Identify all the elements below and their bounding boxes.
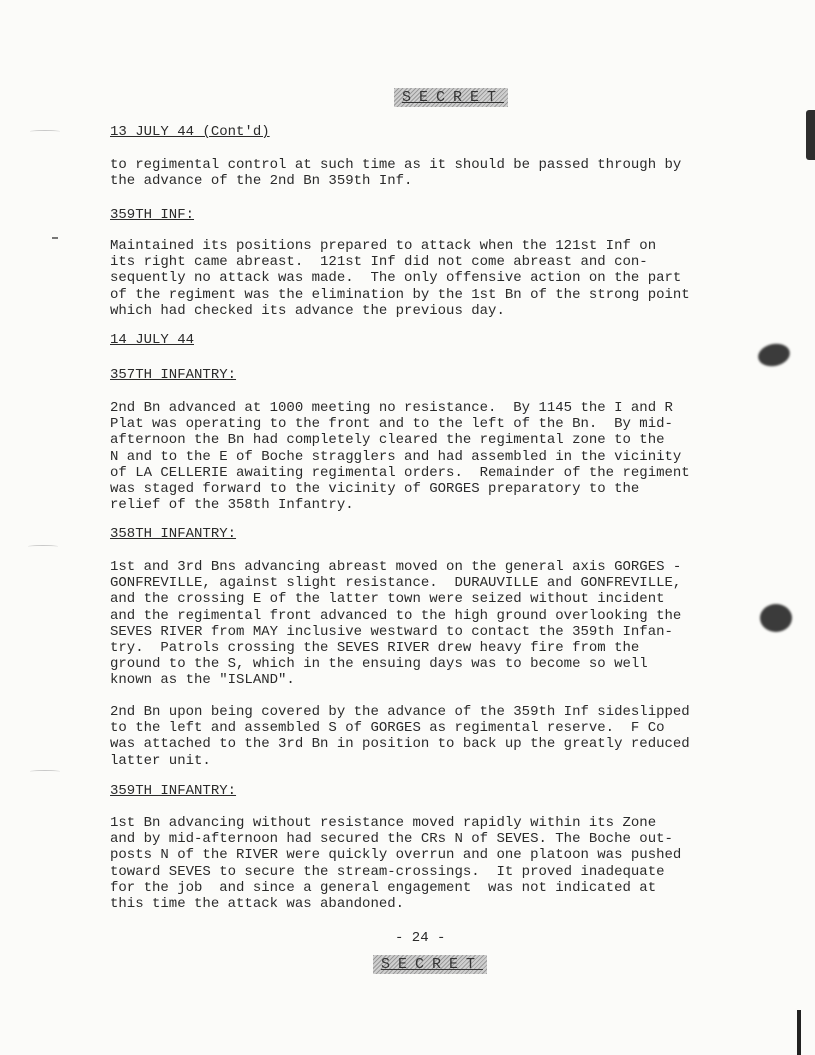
punch-hole-shadow [30,130,60,133]
section-paragraph-358th-infantry: 1st and 3rd Bns advancing abreast moved on the general axis GORGES - GONFREVILLE, against slight resistance. DURAUVILLE and GONFREVILLE, and the crossing E of the latter town were seized without incident and the regimental front advanced to the high ground overlooking the SEVES RIVER from MAY inclusive westward to contact the 359th Infan- try. Patrols crossing the SEVES RIVER drew heavy fire from the ground to the S, which in the ensuing days was to become so well known as the "ISLAND". [110,559,682,689]
punch-hole-shadow [30,770,60,773]
section-paragraph-359th-infantry: 1st Bn advancing without resistance moved rapidly within its Zone and by mid-afternoon had secured the CRs N of SEVES. The Boche out- posts N of the RIVER were quickly overrun and one platoon was pushed toward SEVES to secure the stream-crossings. It proved inadequate for the job and since a general engagement was not indicated at this time the attack was abandoned. [110,815,682,913]
secret-stamp-bottom: SECRET [373,955,487,974]
scan-edge-mark [797,1010,801,1055]
ink-blot [756,341,792,369]
section-paragraph-13-july: to regimental control at such time as it should be passed through by the advance of the 2nd Bn 359th Inf. [110,157,682,190]
pencil-mark [52,237,58,239]
section-heading-13-july: 13 JULY 44 (Cont'd) [110,124,270,140]
section-heading-14-july: 14 JULY 44 [110,332,195,348]
section-heading-359th-inf: 359TH INF: [110,207,195,223]
section-paragraph-358th-infantry-2: 2nd Bn upon being covered by the advance of the 359th Inf sideslipped to the left and assembled S of GORGES as regimental reserve. F Co was attached to the 3rd Bn in position to back up the greatly reduced latter unit. [110,704,690,769]
ink-blot [760,604,792,632]
section-paragraph-357th-infantry: 2nd Bn advanced at 1000 meeting no resistance. By 1145 the I and R Plat was operating to the front and to the left of the Bn. By mid- afternoon the Bn had completely cleared the regimental zone to the N and to the E of Boche stragglers and had assembled in the vicinity of LA CELLERIE awaiting regimental orders. Remainder of the regiment was staged forward to the vicinity of GORGES preparatory to the relief of the 358th Infantry. [110,400,690,514]
section-heading-358th-infantry: 358TH INFANTRY: [110,526,237,542]
section-paragraph-359th-inf: Maintained its positions prepared to attack when the 121st Inf on its right came abreast. 121st Inf did not come abreast and con- sequently no attack was made. The only offensive action on the part of the regiment was the elimination by the 1st Bn of the strong point which had checked its advance the previous day. [110,238,690,319]
section-heading-357th-infantry: 357TH INFANTRY: [110,367,237,383]
page-number: - 24 - [395,930,446,946]
punch-hole-shadow [28,545,58,548]
section-heading-359th-infantry: 359TH INFANTRY: [110,783,237,799]
scan-edge-mark [806,110,815,160]
secret-stamp-top: SECRET [394,88,508,107]
